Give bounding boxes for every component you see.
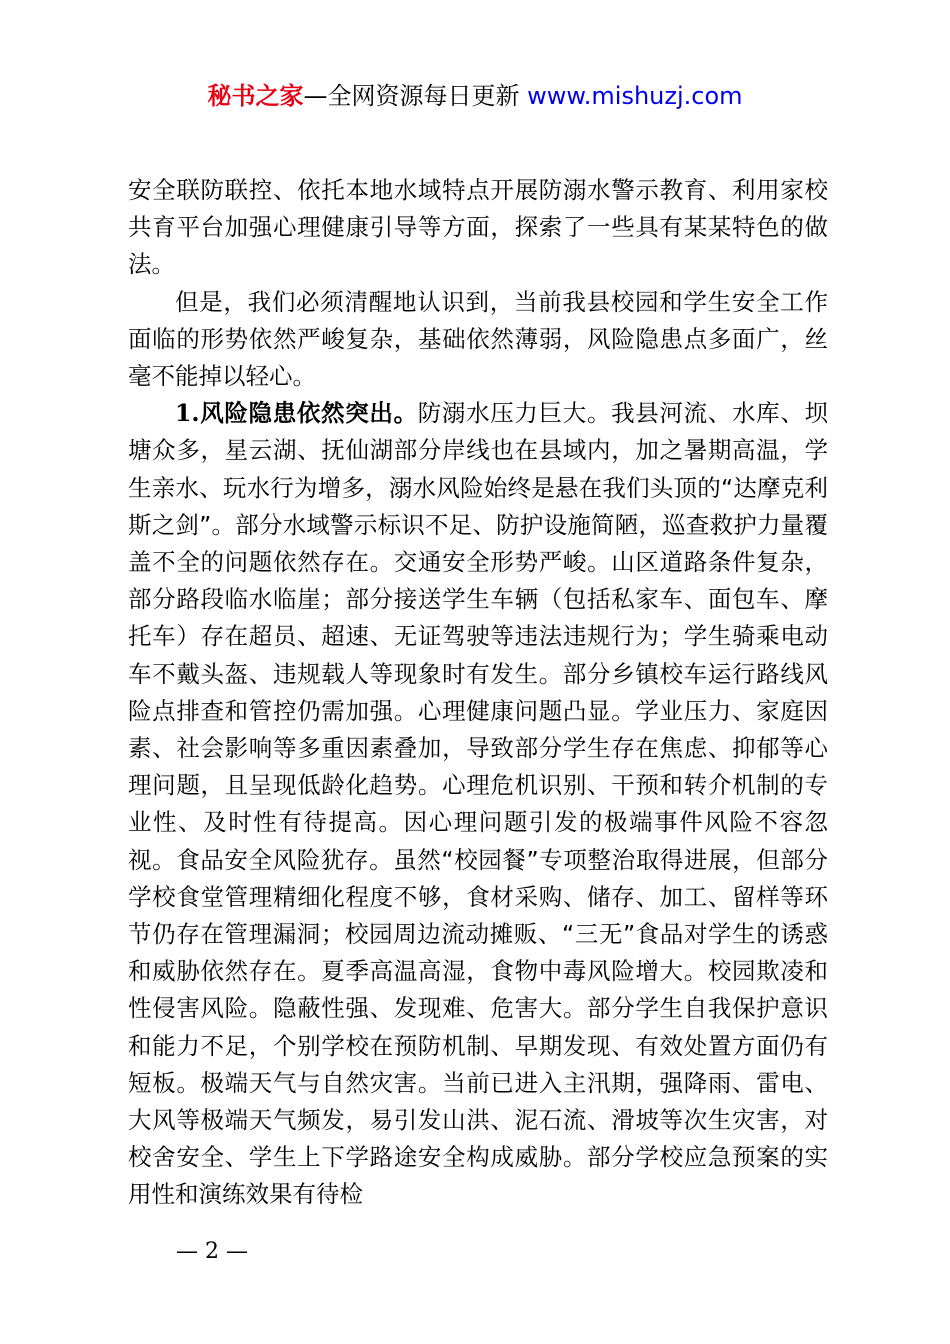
paragraph-continuation: 安全联防联控、依托本地水域特点开展防溺水警示教育、利用家校共育平台加强心理健康引导等方面，探索了一些具有某某特色的做法。 [128,176,828,279]
paragraph-risk-overview: 但是，我们必须清醒地认识到，当前我县校园和学生安全工作面临的形势依然严峻复杂，基础依然薄弱，风险隐患点多面广，丝毫不能掉以轻心。 [128,287,828,391]
brand-name: 秘书之家 [207,82,304,110]
document-header [0,80,950,112]
website-link[interactable]: www.mishuzj.com [527,82,743,110]
page-number: — 2 — [176,1239,248,1264]
header-tagline: —全网资源每日更新 [303,82,528,110]
document-body [128,172,828,1214]
section-heading: 1.风险隐患依然突出。 [175,399,418,428]
paragraph-risk-details [128,395,828,1213]
section-body: 防溺水压力巨大。我县河流、水库、坝塘众多，星云湖、抚仙湖部分岸线也在县域内，加之暑期高温，学生亲水、玩水行为增多，溺水风险始终是悬在我们头顶的“达摩克利斯之剑”。部分水域警示标识不足、防护设施简陋，巡查救护力量覆盖不全的问题依然存在。交通安全形势严峻。山区道路条件复杂，部分路段临水临崖；部分接送学生车辆（包括私家车、面包车、摩托车）存在超员、超速、无证驾驶等违法违规行为；学生骑乘电动车不戴头盔、违规载人等现象时有发生。部分乡镇校车运行路线风险点排查和管控仍需加强。心理健康问题凸显。学业压力、家庭因素、社会影响等多重因素叠加，导致部分学生存在焦虑、抑郁等心理问题，且呈现低龄化趋势。心理危机识别、干预和转介机制的专业性、及时性有待提高。因心理问题引发的极端事件风险不容忽视。食品安全风险犹存。虽然“校园餐”专项整治取得进展，但部分学校食堂管理精细化程度不够，食材采购、储存、加工、留样等环节仍存在管理漏洞；校园周边流动摊贩、“三无”食品对学生的诱惑和威胁依然存在。夏季高温高湿，食物中毒风险增大。校园欺凌和性侵害风险。隐蔽性强、发现难、危害大。部分学生自我保护意识和能力不足，个别学校在预防机制、早期发现、有效处置方面仍有短板。极端天气与自然灾害。当前已进入主汛期，强降雨、雷电、大风等极端天气频发，易引发山洪、泥石流、滑坡等次生灾害，对校舍安全、学生上下学路途安全构成威胁。部分学校应急预案的实用性和演练效果有待检 [128,399,828,1209]
